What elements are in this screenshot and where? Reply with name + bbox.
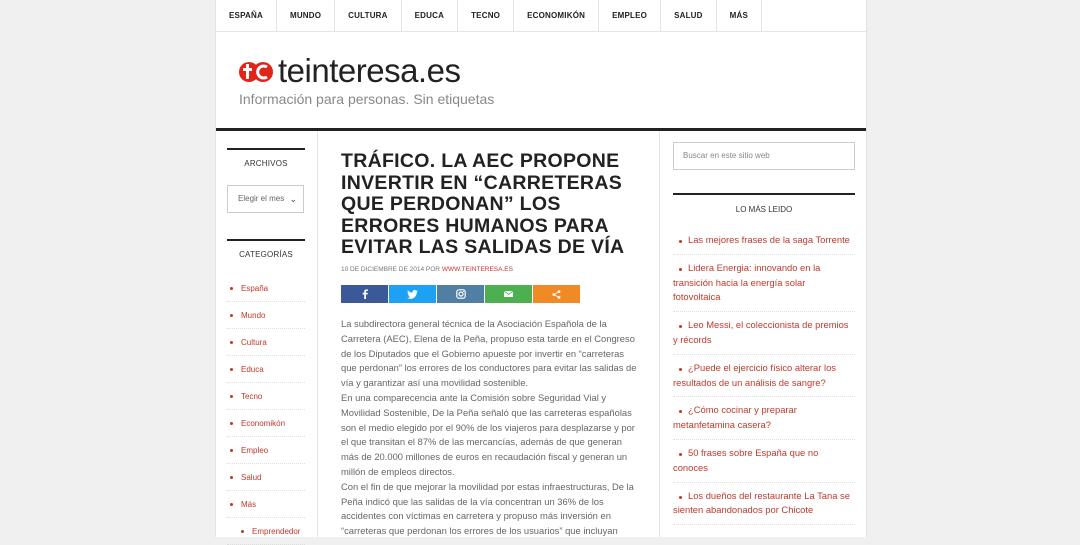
category-item[interactable]: Mundo (227, 302, 305, 329)
page-container (215, 0, 867, 537)
category-item[interactable]: Más (227, 491, 305, 518)
nav-item-educa[interactable]: EDUCA (402, 0, 458, 31)
share-twitter-button[interactable] (389, 285, 436, 303)
category-item[interactable]: España (227, 275, 305, 302)
nav-item-mas[interactable]: MÁS (717, 0, 762, 31)
twitter-icon (407, 290, 418, 299)
email-icon (504, 291, 513, 297)
share-icon (552, 290, 561, 299)
most-read-item[interactable]: ¿Cómo cocinar y preparar metanfetamina casera? (673, 397, 855, 440)
most-read-item[interactable]: Lidera Energia: innovando en la transición hacia la energía solar fotovoltaica (673, 255, 855, 312)
nav-item-salud[interactable]: SALUD (661, 0, 717, 31)
most-read-item[interactable]: Leo Messi, el coleccionista de premios y récords (673, 312, 855, 355)
most-read-list (673, 227, 855, 525)
share-instagram-button[interactable] (437, 285, 484, 303)
top-navigation (216, 0, 866, 32)
chevron-down-icon: ⌄ (289, 194, 297, 204)
share-email-button[interactable] (485, 285, 532, 303)
article-meta (341, 266, 513, 273)
most-read-title: LO MÁS LEIDO (673, 193, 855, 214)
article-author-link[interactable]: WWW.TEINTERESA.ES (441, 266, 513, 273)
article-body (341, 317, 639, 539)
site-tagline: Información para personas. Sin etiquetas (239, 91, 495, 107)
category-item[interactable]: Cultura (227, 329, 305, 356)
archivos-title: ARCHIVOS (227, 148, 305, 168)
share-facebook-button[interactable] (341, 285, 388, 303)
nav-item-empleo[interactable]: EMPLEO (599, 0, 661, 31)
article-main (319, 131, 659, 537)
archive-select-value: Elegir el mes (238, 194, 285, 203)
categorias-title: CATEGORÍAS (227, 239, 305, 259)
left-sidebar (216, 131, 318, 537)
nav-item-espana[interactable]: ESPAÑA (216, 0, 277, 31)
archive-month-select[interactable] (227, 185, 304, 213)
instagram-icon (456, 289, 466, 299)
logo-mark-icon (238, 58, 274, 86)
site-header (216, 32, 866, 128)
facebook-icon (361, 289, 369, 299)
article-paragraph: La subdirectora general técnica de la Asociación Española de la Carretera (AEC), Elena de la Peña, propuso esta tarde en el Congreso de los Diputados que el Gobierno apueste por invertir en “carreteras que perdonan” los errores de los conductores para evitar las salidas de vía y garantizar así una movilidad sostenible. (341, 318, 637, 389)
article-by: POR (425, 266, 440, 273)
category-list (227, 275, 305, 545)
search-input[interactable]: Buscar en este sitio web (673, 142, 855, 170)
share-more-button[interactable] (533, 285, 580, 303)
article-paragraph: En una comparecencia ante la Comisión sobre Seguridad Vial y Movilidad Sostenible, De la Peña señaló que las carreteras españolas son el medio elegido por el 90% de los viajeros para desplazarse y por el que transitan el 87% de las mercancías, además de que generan más de 20.000 millones de euros en recaudación fiscal y generan un millón de empleos directos. (341, 391, 635, 477)
nav-item-mundo[interactable]: MUNDO (277, 0, 335, 31)
right-sidebar (659, 131, 867, 537)
subcategory-item[interactable]: Emprendedor (227, 518, 305, 545)
article-title: TRÁFICO. LA AEC PROPONE INVERTIR EN “CARRETERAS QUE PERDONAN” LOS ERRORES HUMANOS PARA EVITAR LAS SALIDAS DE VÍA (341, 150, 625, 258)
logo-text: teinteresa.es (278, 52, 461, 89)
share-buttons (341, 285, 580, 303)
most-read-item[interactable]: Los dueños del restaurante La Tana se sienten abandonados por Chicote (673, 483, 855, 526)
category-item[interactable]: Tecno (227, 383, 305, 410)
category-item[interactable]: Educa (227, 356, 305, 383)
nav-item-cultura[interactable]: CULTURA (335, 0, 401, 31)
article-date: 10 DE DICIEMBRE DE 2014 (341, 266, 425, 273)
category-item[interactable]: Salud (227, 464, 305, 491)
category-item[interactable]: Empleo (227, 437, 305, 464)
nav-item-tecno[interactable]: TECNO (458, 0, 514, 31)
nav-item-economikon[interactable]: ECONOMIKÓN (514, 0, 599, 31)
most-read-item[interactable]: 50 frases sobre España que no conoces (673, 440, 855, 483)
most-read-item[interactable]: ¿Puede el ejercicio físico alterar los resultados de un análisis de sangre? (673, 355, 855, 398)
category-item[interactable]: Economikón (227, 410, 305, 437)
most-read-item[interactable]: Las mejores frases de la saga Torrente (673, 227, 855, 255)
article-paragraph: Con el fin de que mejorar la movilidad por estas infraestructuras, De la Peña indicó que las salidas de la vía concentran un 36% de los accidentes con víctimas en carretera y propuso más inversión en “carreteras que perdonan los errores de los usuarios” que incluyan (341, 480, 634, 537)
